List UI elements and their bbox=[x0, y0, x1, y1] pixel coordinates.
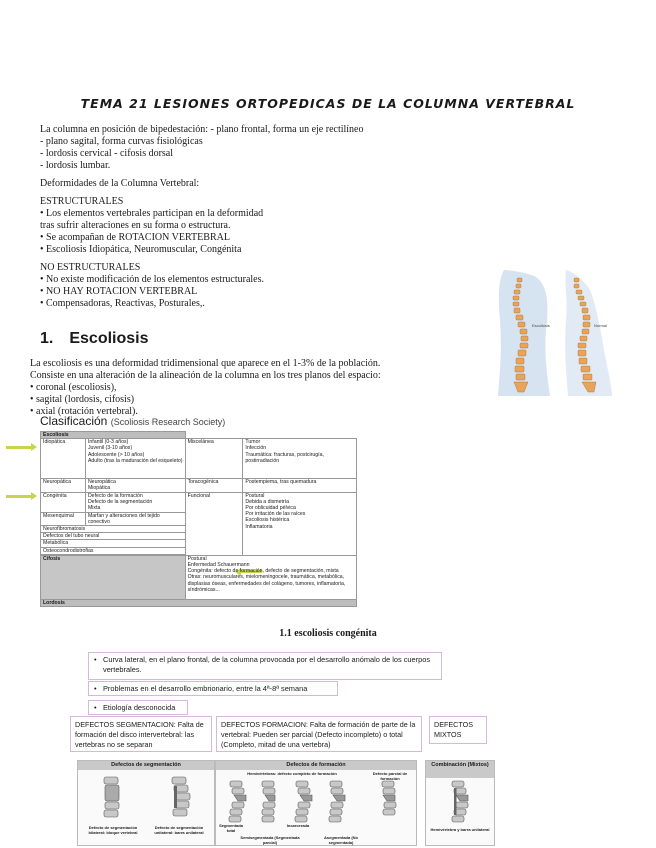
cell-items bbox=[243, 492, 357, 555]
panel-subtitle: Hemivértebras: defecto completo de formación bbox=[247, 771, 337, 776]
highlight-arrow-idiopatica bbox=[6, 446, 32, 449]
table-row bbox=[41, 599, 357, 606]
cell-item: Debida a dismetría bbox=[245, 498, 289, 505]
classification-heading bbox=[40, 414, 225, 428]
intro-block bbox=[40, 124, 370, 310]
panel-subtitle: Defecto parcial de formación bbox=[372, 771, 408, 781]
subsection-title: 1.1 escoliosis congénita bbox=[279, 628, 377, 639]
panel-combinacion bbox=[425, 760, 495, 846]
section-text-line: • coronal (escoliosis), bbox=[30, 382, 117, 393]
cell-item: Postural bbox=[187, 555, 207, 562]
intro-line: NO ESTRUCTURALES bbox=[40, 262, 141, 273]
cell-label: Neuropática bbox=[41, 479, 86, 492]
box-defectos-formacion: DEFECTOS FORMACION: Falta de formación de parte de la vertebral: Pueden ser parcial (Defecto incompleto) o total (Completo, mitad de una vertebra) bbox=[216, 716, 422, 752]
intro-line: - plano sagital, forma curvas fisiológicas bbox=[40, 136, 203, 147]
cell-label: Toracogénica bbox=[185, 479, 243, 492]
intro-line: - lordosis lumbar. bbox=[40, 160, 111, 171]
bullet-box-1 bbox=[88, 652, 442, 680]
bullet-text: Problemas en el desarrollo embrionario, entre la 4ª-8ª semana bbox=[103, 684, 308, 693]
cell-item: Escoliosis histérica bbox=[245, 517, 290, 524]
cell-label: Miscelánea bbox=[185, 439, 243, 479]
bullet-dot: • bbox=[94, 684, 97, 693]
cell-label: Funcional bbox=[185, 492, 243, 555]
table-row bbox=[41, 432, 357, 439]
box-defectos-segmentacion: DEFECTOS SEGMENTACION: Falta de formación del disco intervertebral: las vertebras no se separan bbox=[70, 716, 212, 752]
classification-source: (Scoliosis Research Society) bbox=[110, 417, 226, 427]
cell-item: Por irritación de las raíces bbox=[245, 511, 306, 518]
intro-line: - lordosis cervical - cifosis dorsal bbox=[40, 148, 174, 159]
cell-item: Adolescente (> 10 años) bbox=[87, 451, 145, 458]
cell-label bbox=[41, 555, 186, 599]
section-text-line: Consiste en una alteración de la alineación de la columna en los tres planos del espacio: bbox=[30, 370, 381, 381]
intro-line: • Escoliosis Idiopática, Neuromuscular, Congénita bbox=[40, 244, 242, 255]
cell-item: Por oblicuidad pélvica bbox=[245, 505, 296, 512]
table-row bbox=[41, 492, 357, 512]
intro-line: • Compensadoras, Reactivas, Posturales,. bbox=[40, 298, 205, 309]
bullet-text: Etiología desconocida bbox=[103, 703, 176, 712]
panel-label: Segmentada total bbox=[219, 823, 243, 833]
cell-item: Infección bbox=[245, 445, 267, 452]
intro-line: La columna en posición de bipedestación: - plano frontal, forma un eje rectilíneo bbox=[40, 124, 364, 135]
panel-formacion bbox=[215, 760, 417, 846]
cell-item: Miopática bbox=[87, 485, 111, 492]
cell-item: Postural bbox=[245, 492, 265, 499]
cell-items bbox=[85, 439, 185, 479]
classification-label: Clasificación bbox=[40, 414, 108, 428]
panel-title: Defectos de segmentación bbox=[78, 761, 214, 770]
cell-items bbox=[85, 492, 185, 512]
panel-label: Semisegmentada (Segmentada parcial) bbox=[240, 835, 300, 845]
table-row bbox=[41, 439, 357, 479]
figure-label-right: Normal bbox=[594, 323, 607, 328]
intro-line: tras sufrir alteraciones en su forma o estructura. bbox=[40, 220, 231, 231]
cell-item: Mixta bbox=[87, 505, 101, 512]
cell-single: Metabólica bbox=[41, 540, 186, 547]
header-escoliosis: Escoliosis bbox=[41, 432, 186, 439]
panel-segmentacion bbox=[77, 760, 215, 846]
cell-items bbox=[185, 555, 356, 599]
segmentation-illustration bbox=[78, 771, 214, 827]
formation-illustration bbox=[216, 777, 416, 827]
panel-title: Combinación (Mixtos) bbox=[426, 761, 494, 778]
cell-label: Lordosis bbox=[41, 599, 357, 606]
section-text-line: • sagital (lordosis, cifosis) bbox=[30, 394, 135, 405]
panel-label: Defecto de segmentación bilateral: bloque vertebral bbox=[88, 825, 138, 835]
cell-item: Tumor bbox=[245, 439, 261, 446]
page-title: TEMA 21 LESIONES ORTOPEDICAS DE LA COLUMNA VERTEBRAL bbox=[80, 96, 576, 111]
cell-single: Neurofibromatosis bbox=[41, 526, 186, 533]
intro-line: ESTRUCTURALES bbox=[40, 196, 124, 207]
figure-label-left: Escoliosis bbox=[532, 323, 550, 328]
intro-line: • Se acompañan de ROTACION VERTEBRAL bbox=[40, 232, 230, 243]
cell-item: Defecto de la formación bbox=[87, 492, 143, 499]
cell-items bbox=[243, 439, 357, 479]
panel-label: Hemivértebra y barra unilateral bbox=[430, 827, 490, 832]
bullet-dot: • bbox=[94, 703, 97, 712]
classification-table bbox=[40, 431, 357, 607]
cell-label: Mesenquimal bbox=[41, 512, 86, 525]
cell-single: Osteocondrodistrofias bbox=[41, 547, 186, 554]
cell-item: Defecto de la segmentación bbox=[87, 498, 153, 505]
cell-items bbox=[243, 479, 357, 492]
bullet-text: Curva lateral, en el plano frontal, de la columna provocada por el desarrollo anómalo de los cuerpos vertebrales. bbox=[103, 655, 431, 674]
section-text-line: • axial (rotación vertebral). bbox=[30, 406, 138, 417]
spine-figure bbox=[494, 270, 624, 396]
intro-line: Deformidades de la Columna Vertebral: bbox=[40, 178, 200, 189]
cell-item: Traumática: fracturas, postcirugía, postirradiación bbox=[245, 451, 324, 464]
cell-item: Enfermedad Schauermann bbox=[187, 562, 250, 569]
table-row bbox=[41, 555, 357, 599]
cell-item: Inflamatoria bbox=[245, 523, 273, 530]
section-number: 1. bbox=[40, 330, 54, 347]
box-defectos-mixtos: DEFECTOS MIXTOS bbox=[429, 716, 487, 744]
cell-item: Otras: neuromusculares, mielomeningocele, traumática, metabólica, displasias óseas, enfermedades del colágeno, tumores, inflamatoria, síndrómicas... bbox=[187, 574, 346, 593]
intro-line: • No existe modificación de los elementos estructurales. bbox=[40, 274, 264, 285]
cell-item: Juvenil (3-10 años) bbox=[87, 445, 133, 452]
panel-label: Asegmentada (No segmentada) bbox=[323, 835, 358, 845]
cell-item: Adulto (tras la maduración del esqueleto) bbox=[87, 457, 183, 464]
section-title: Escoliosis bbox=[69, 330, 149, 347]
section-heading bbox=[40, 330, 149, 348]
bullet-box-3 bbox=[88, 700, 188, 715]
cell-item: Marfan y alteraciones del tejido conectivo bbox=[87, 512, 160, 525]
cell-items bbox=[85, 479, 185, 492]
panel-label: Defecto de segmentación unilateral: barra unilateral bbox=[154, 825, 204, 835]
panel-title: Defectos de formación bbox=[216, 761, 416, 770]
intro-line: • NO HAY ROTACION VERTEBRAL bbox=[40, 286, 198, 297]
cell-item: Postempiema, tras quemadura bbox=[245, 479, 317, 486]
bullet-dot: • bbox=[94, 655, 97, 664]
table-row bbox=[41, 479, 357, 492]
intro-line: • Los elementos vertebrales participan en la deformidad bbox=[40, 208, 264, 219]
cell-label: Congénita bbox=[41, 492, 86, 512]
cell-item: Congénita: defecto de formación, defecto de segmentación, mixta bbox=[187, 568, 339, 575]
section-text-line: La escoliosis es una deformidad tridimensional que aparece en el 1-3% de la población. bbox=[30, 358, 381, 369]
combination-illustration bbox=[426, 779, 494, 825]
highlight-arrow-congenita bbox=[6, 495, 32, 498]
bullet-box-2 bbox=[88, 681, 338, 696]
cell-label: Idiopática bbox=[41, 439, 86, 479]
cell-item: Neuropática bbox=[87, 479, 116, 486]
cell-single: Defectos del tubo neural bbox=[41, 533, 186, 540]
cell-item: Infantil (0-3 años) bbox=[87, 439, 129, 446]
cell-items bbox=[85, 512, 185, 525]
panel-label: Incarcerada bbox=[286, 823, 310, 828]
cifosis-label: Cifosis bbox=[43, 555, 61, 562]
section-text bbox=[30, 358, 381, 418]
